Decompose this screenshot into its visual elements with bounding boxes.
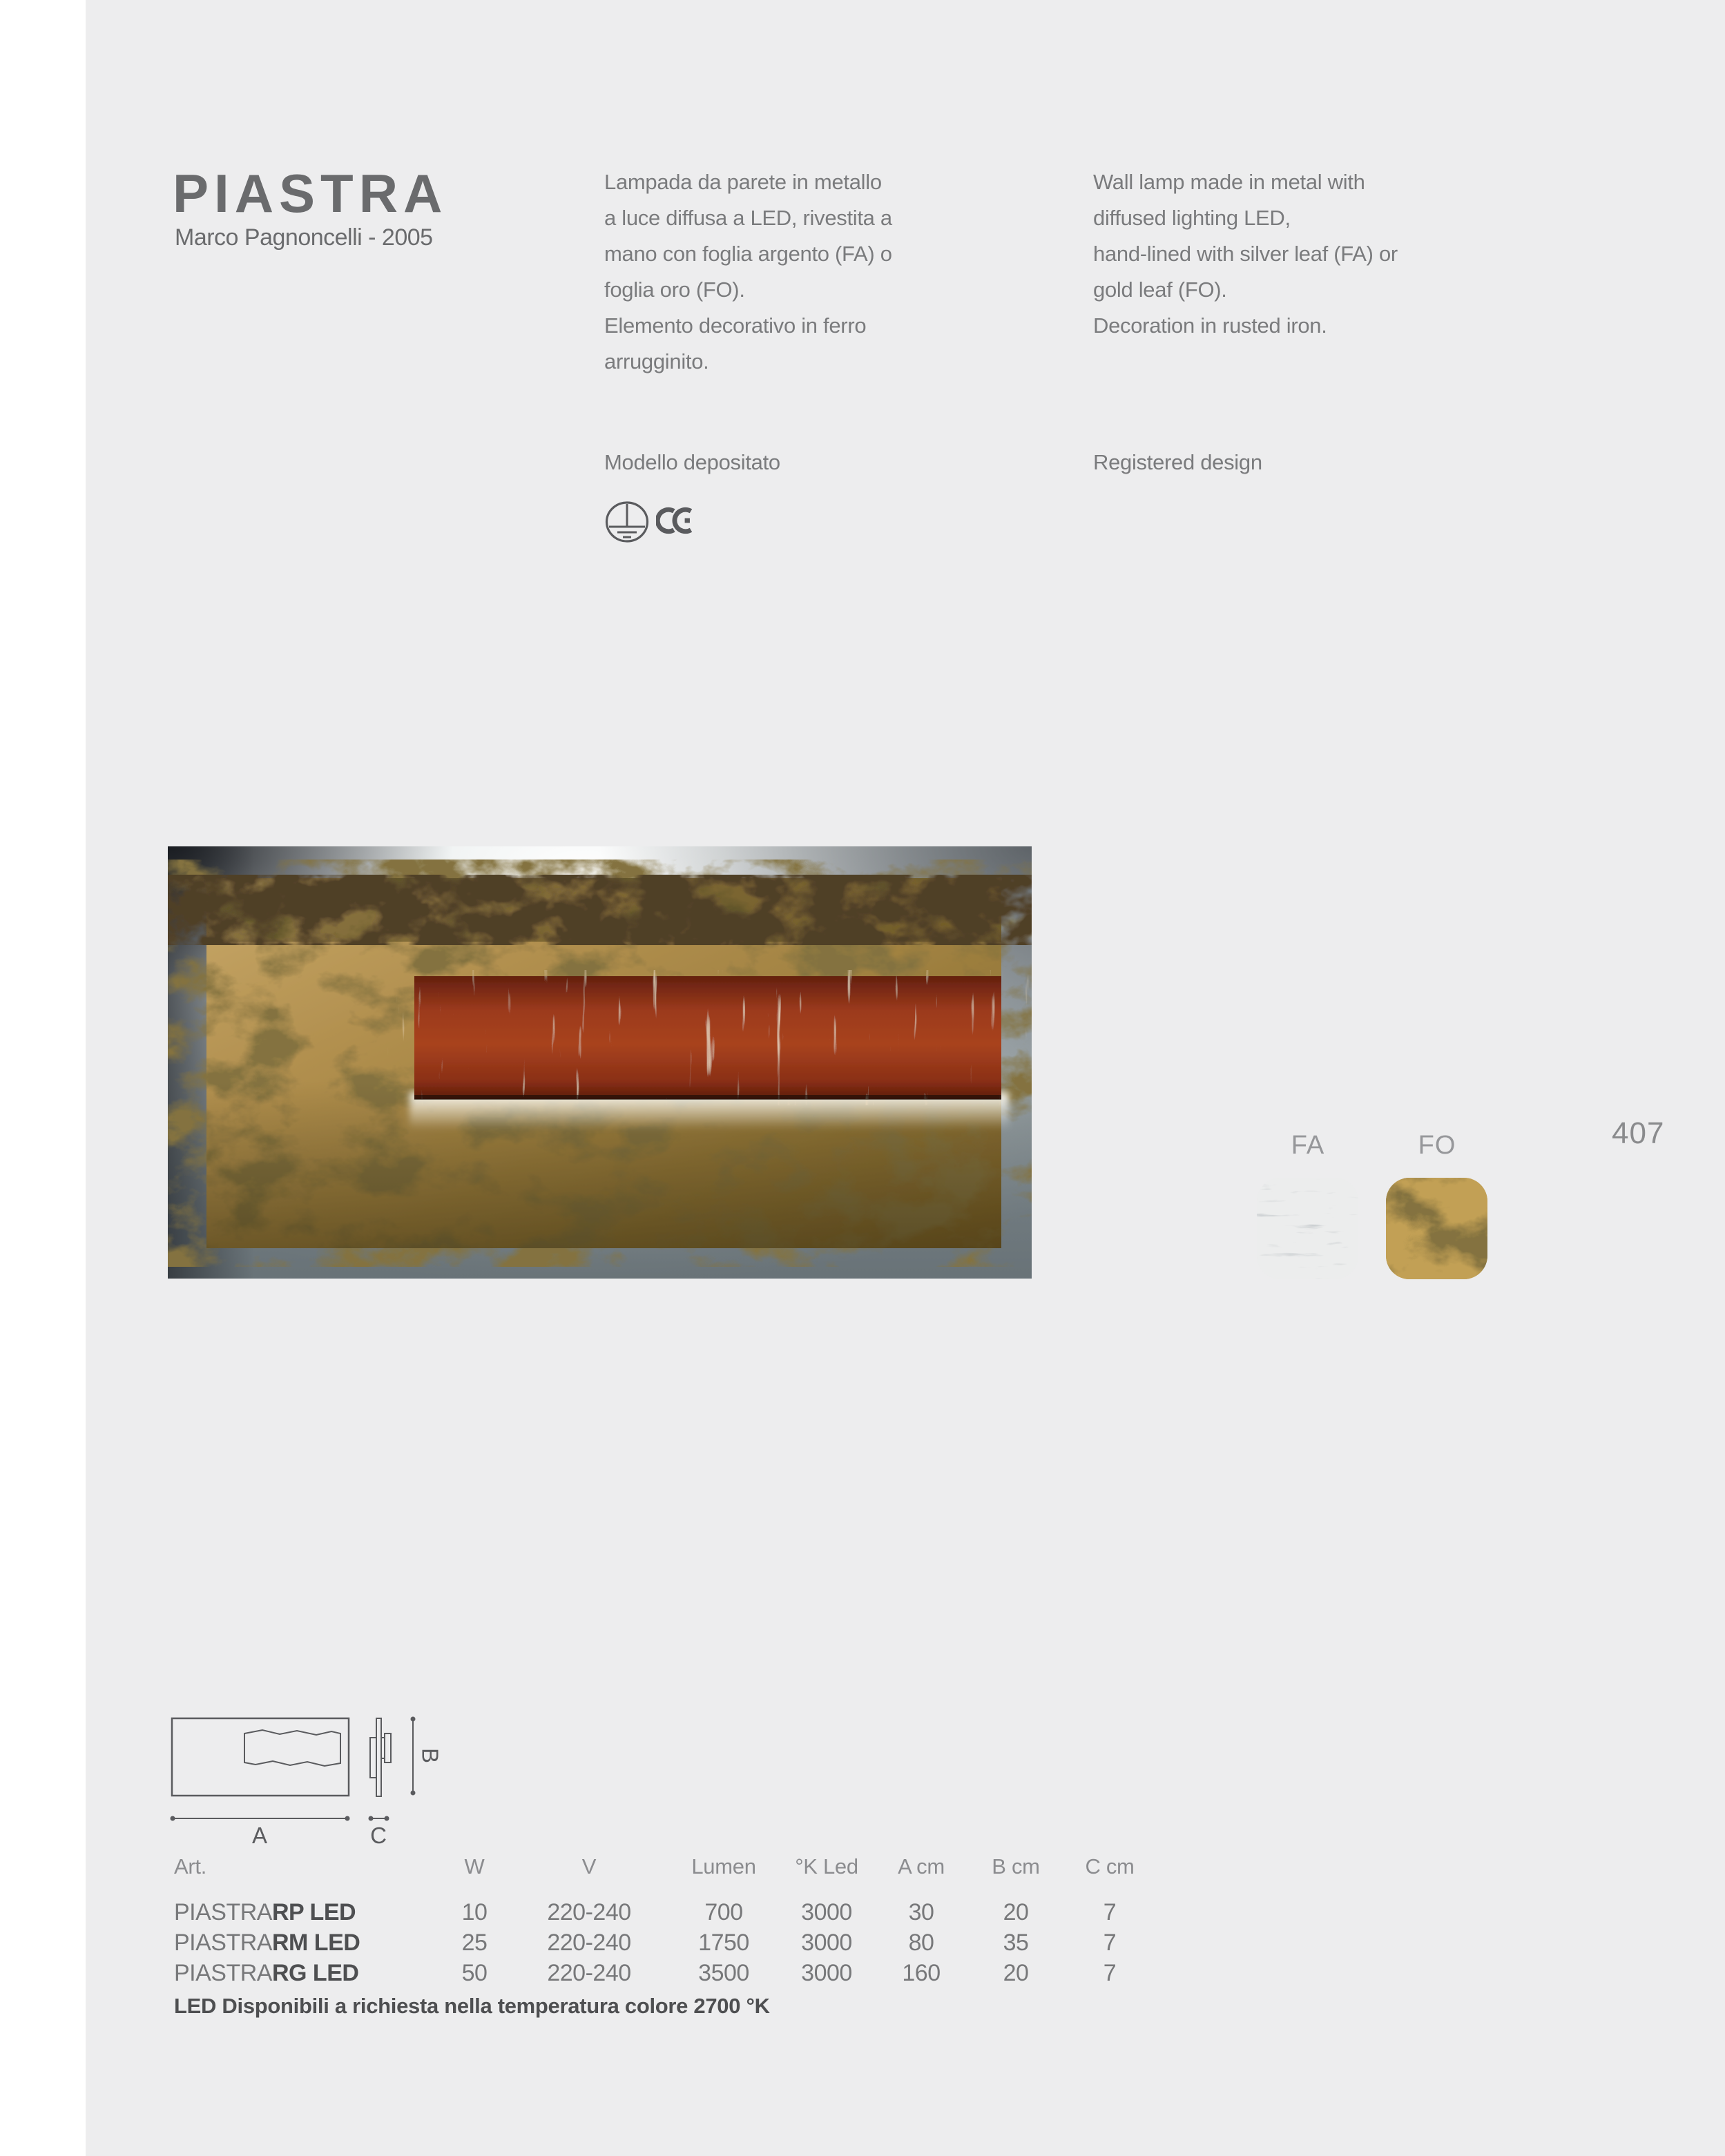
column-header-art: Art.: [174, 1854, 207, 1878]
page-number: 407: [1612, 1116, 1665, 1150]
cell-bcm: 20: [1003, 1960, 1029, 1986]
cell-kled: 3000: [801, 1960, 852, 1986]
column-header-ccm: C cm: [1085, 1854, 1135, 1878]
designer-and-year: Marco Pagnoncelli - 2005: [175, 224, 433, 251]
side-view-plate: [376, 1718, 381, 1796]
side-view-bracket: [385, 1733, 391, 1762]
description-line: Decoration in rusted iron.: [1093, 313, 1327, 338]
ce-mark-icon: [656, 506, 696, 535]
table-row: [86, 1899, 1725, 1930]
column-header-kled: °K Led: [795, 1854, 858, 1878]
cell-ccm: 7: [1103, 1930, 1117, 1956]
description-line: foglia oro (FO).: [604, 278, 745, 302]
product-title: PIASTRA: [173, 163, 448, 224]
cell-v: 220-240: [547, 1930, 631, 1956]
dim-label-a: A: [251, 1823, 268, 1848]
protective-earth-icon: [605, 501, 649, 543]
description-line: diffused lighting LED,: [1093, 206, 1291, 230]
dim-label-b: B: [417, 1747, 443, 1764]
cell-lumen: 3500: [698, 1960, 749, 1986]
catalog-page: [86, 0, 1725, 2156]
cell-ccm: 7: [1103, 1960, 1117, 1986]
description-english: [1093, 164, 1398, 344]
cell-lumen: 1750: [698, 1930, 749, 1956]
description-line: hand-lined with silver leaf (FA) or: [1093, 242, 1398, 266]
gold-leaf-swatch: [1386, 1178, 1487, 1279]
description-line: mano con foglia argento (FA) o: [604, 242, 892, 266]
column-header-v: V: [581, 1854, 597, 1878]
column-header-lumen: Lumen: [691, 1854, 756, 1878]
description-line: a luce diffusa a LED, rivestita a: [604, 206, 892, 230]
description-italian: [604, 164, 892, 380]
finish-label-fa: FA: [1291, 1131, 1325, 1160]
side-view-backplate: [370, 1738, 376, 1778]
article-name: PIASTRARM LED: [174, 1930, 360, 1956]
cell-acm: 80: [908, 1930, 934, 1956]
finish-label-fo: FO: [1418, 1131, 1456, 1160]
cell-w: 50: [461, 1960, 488, 1986]
silver-leaf-swatch: [1257, 1178, 1358, 1279]
description-line: Lampada da parete in metallo: [604, 170, 882, 194]
cell-v: 220-240: [547, 1960, 631, 1986]
cell-bcm: 20: [1003, 1899, 1029, 1925]
cell-ccm: 7: [1103, 1899, 1117, 1925]
dimension-diagram: [159, 1705, 456, 1861]
column-header-bcm: B cm: [992, 1854, 1040, 1878]
cell-acm: 160: [902, 1960, 941, 1986]
description-line: gold leaf (FO).: [1093, 278, 1227, 302]
description-line: arrugginito.: [604, 349, 709, 373]
column-header-w: W: [464, 1854, 485, 1878]
registered-note-italian: Modello depositato: [604, 450, 780, 474]
description-line: Elemento decorativo in ferro: [604, 313, 867, 338]
product-photo: [168, 846, 1032, 1279]
dim-label-c: C: [370, 1823, 387, 1848]
cell-bcm: 35: [1003, 1930, 1029, 1956]
cell-w: 25: [461, 1930, 488, 1956]
description-line: Wall lamp made in metal with: [1093, 170, 1365, 194]
cell-kled: 3000: [801, 1899, 852, 1925]
table-row: [86, 1930, 1725, 1960]
cell-lumen: 700: [704, 1899, 743, 1925]
spec-table-header: [86, 1854, 1725, 1885]
table-row: [86, 1960, 1725, 1990]
certification-icons: [605, 501, 784, 544]
column-header-acm: A cm: [898, 1854, 945, 1878]
page-margin-left: [0, 0, 86, 2156]
led-temperature-footnote: LED Disponibili a richiesta nella temperatura colore 2700 °K: [174, 1994, 770, 2018]
rust-plate-outline: [244, 1730, 340, 1766]
cell-acm: 30: [908, 1899, 934, 1925]
cell-w: 10: [461, 1899, 488, 1925]
cell-kled: 3000: [801, 1930, 852, 1956]
cell-v: 220-240: [547, 1899, 631, 1925]
article-name: PIASTRARP LED: [174, 1899, 356, 1925]
registered-note-english: Registered design: [1093, 450, 1262, 474]
article-name: PIASTRARG LED: [174, 1960, 359, 1986]
